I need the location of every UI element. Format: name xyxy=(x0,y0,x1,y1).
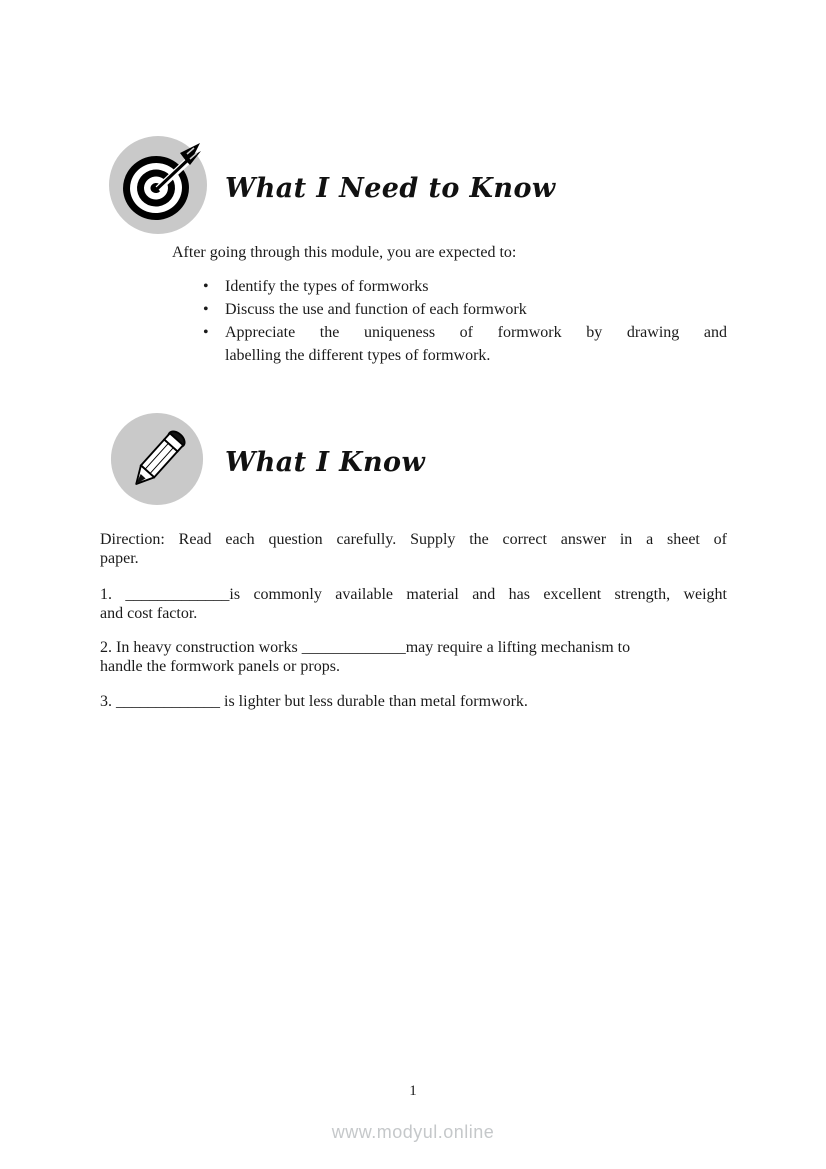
direction-line: paper. xyxy=(100,550,139,567)
objective-text: labelling the different types of formwork. xyxy=(225,347,491,364)
list-item xyxy=(100,275,727,298)
objectives-list xyxy=(100,275,727,367)
question-line: 2. In heavy construction works _____________may require a lifting mechanism to xyxy=(100,639,631,656)
objective-text: • Discuss the use and function of each formwork xyxy=(225,301,527,318)
question-line: 3. _____________ is lighter but less durable than metal formwork. xyxy=(100,693,528,710)
section-title-need-to-know: What I Need to Know xyxy=(225,172,556,204)
page-number: 1 xyxy=(409,1083,417,1099)
list-item xyxy=(100,298,727,321)
target-dart-icon xyxy=(108,135,208,235)
direction-text xyxy=(100,530,727,568)
direction-line: Direction: Read each question carefully. Supply the correct answer in a sheet of xyxy=(100,531,727,548)
question-2 xyxy=(100,638,727,676)
list-item xyxy=(100,321,727,367)
pencil-icon xyxy=(110,412,204,506)
question-line: handle the formwork panels or props. xyxy=(100,658,340,675)
page-content xyxy=(100,0,727,711)
objective-text: • Identify the types of formworks xyxy=(225,278,429,295)
objective-text: • Appreciate the uniqueness of formwork by drawing and xyxy=(225,324,727,341)
question-1 xyxy=(100,585,727,623)
intro-text: After going through this module, you are expected to: xyxy=(172,244,517,261)
section-header-need-to-know xyxy=(100,135,727,235)
question-line: and cost factor. xyxy=(100,605,198,622)
question-line: 1. _____________is commonly available material and has excellent strength, weight xyxy=(100,586,727,603)
section-title-what-i-know: What I Know xyxy=(225,446,426,478)
watermark: www.modyul.online xyxy=(331,1122,495,1142)
section-header-what-i-know xyxy=(100,412,727,506)
question-3 xyxy=(100,692,727,711)
